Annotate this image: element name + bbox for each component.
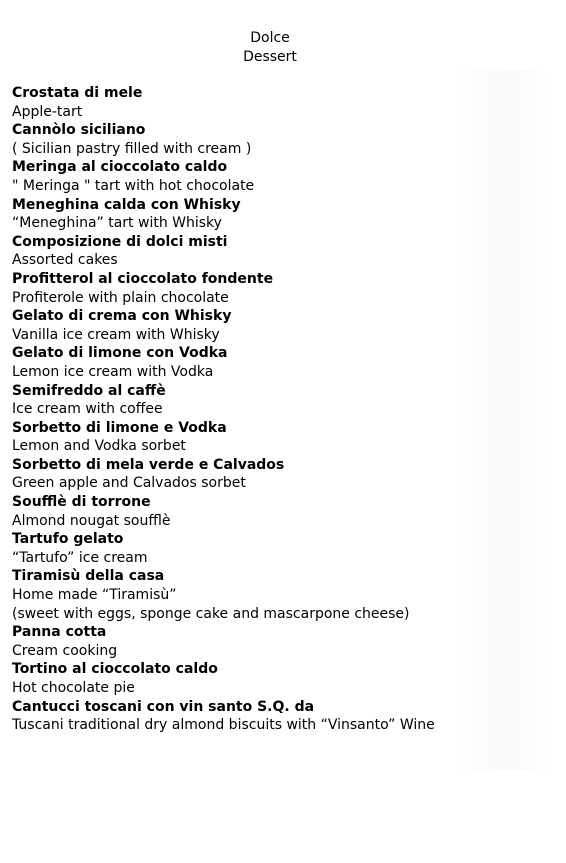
dish-name: Gelato di limone con Vodka	[12, 345, 228, 362]
dish-name: Profitterol al cioccolato fondente	[12, 270, 274, 287]
dish-description: Green apple and Calvados sorbet	[12, 475, 246, 492]
dish-name: Meringa al cioccolato caldo	[12, 159, 228, 176]
dish-name: Sorbetto di limone e Vodka	[12, 419, 227, 436]
dish-description: Ice cream with coffee	[12, 401, 163, 418]
dish-description: Assorted cakes	[12, 252, 118, 269]
dish-description: Home made “Tiramisù”	[12, 587, 177, 604]
menu-header	[0, 29, 540, 67]
dish-name: Semifreddo al caffè	[12, 382, 166, 399]
dish-description: “Meneghina” tart with Whisky	[12, 215, 222, 232]
menu-title: Dolce	[250, 30, 290, 46]
dish-name: Tiramisù della casa	[12, 568, 165, 585]
dish-description: (sweet with eggs, sponge cake and mascarpone cheese)	[12, 605, 410, 622]
dish-description: Lemon ice cream with Vodka	[12, 363, 214, 380]
dish-description: " Meringa " tart with hot chocolate	[12, 177, 255, 194]
dish-name: Cannòlo siciliano	[12, 122, 146, 139]
dish-description: Profiterole with plain chocolate	[12, 289, 229, 306]
menu-subtitle: Dessert	[243, 49, 297, 65]
dish-description: Cream cooking	[12, 642, 118, 659]
dish-description: Vanilla ice cream with Whisky	[12, 326, 220, 343]
dish-description: Lemon and Vodka sorbet	[12, 438, 186, 455]
dish-name: Composizione di dolci misti	[12, 233, 228, 250]
dish-description: Apple-tart	[12, 103, 83, 120]
dish-description: ( Sicilian pastry filled with cream )	[12, 140, 252, 157]
dish-name: Panna cotta	[12, 624, 107, 641]
dish-description: “Tartufo” ice cream	[12, 549, 148, 566]
dish-description: Hot chocolate pie	[12, 680, 135, 696]
dish-description: Almond nougat soufflè	[12, 512, 171, 529]
dish-description: Tuscani traditional dry almond biscuits with “Vinsanto” Wine	[12, 717, 435, 734]
dish-name: Crostata di mele	[12, 85, 143, 101]
dish-name: Gelato di crema con Whisky	[12, 308, 232, 325]
dish-name: Tartufo gelato	[12, 531, 124, 548]
dish-name: Sorbetto di mela verde e Calvados	[12, 456, 285, 473]
dessert-list	[12, 84, 552, 735]
dish-name: Meneghina calda con Whisky	[12, 196, 241, 213]
dish-name: Cantucci toscani con vin santo S.Q. da	[12, 698, 315, 715]
dish-name: Tortino al cioccolato caldo	[12, 661, 218, 678]
dish-name: Soufflè di torrone	[12, 494, 151, 511]
